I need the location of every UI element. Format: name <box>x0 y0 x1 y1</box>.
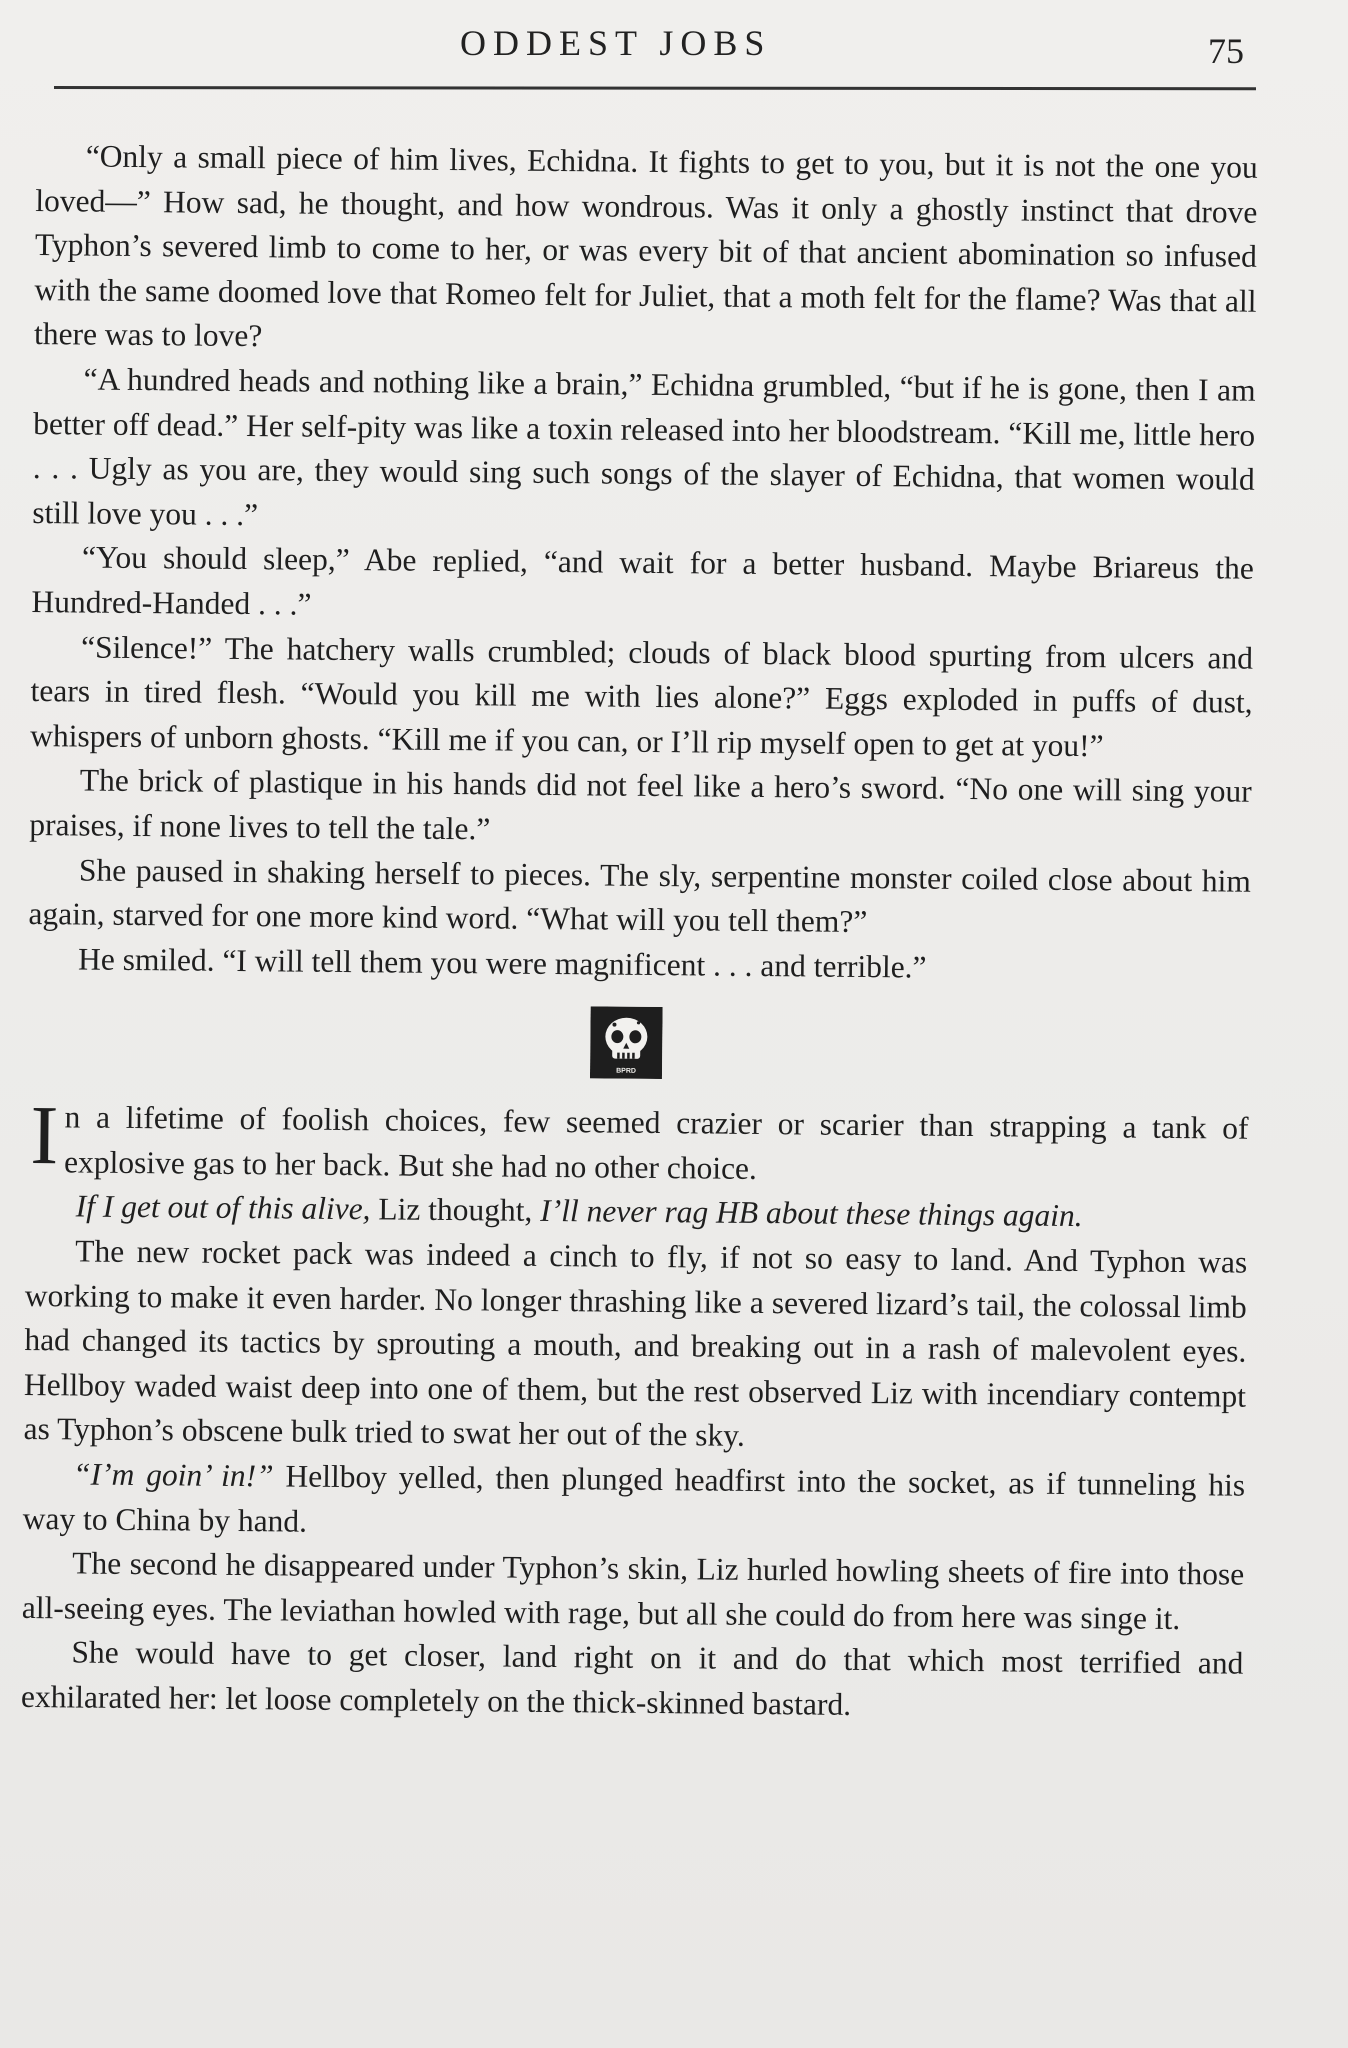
paragraph: “Silence!” The hatchery walls crumbled; clouds of black blood spurting from ulcers and tears in tired flesh. “Would you kill me with lies alone?” Eggs exploded in puffs of dust, whispers of unborn ghosts. “Kill me if you can, or I’ll rip myself open to get at you!” <box>30 628 1254 763</box>
opening-paragraph <box>26 1089 1249 1196</box>
ornament-caption: BPRD <box>616 1067 636 1076</box>
page-number: 75 <box>1208 31 1244 71</box>
section-two <box>20 1089 1249 1731</box>
paragraph: He smiled. “I will tell them you were magnificent . . . and terrible.” <box>77 941 927 985</box>
narration-text: Hellboy yelled, then plunged headfirst into the socket, as if tunneling his way to China by hand. <box>22 1458 1246 1539</box>
running-head: ODDEST JOBS <box>460 23 772 63</box>
paragraph: The brick of plastique in his hands did not feel like a hero’s sword. “No one will sing your praises, if none lives to tell the tale.” <box>29 762 1252 847</box>
paragraph: The new rocket pack was indeed a cinch to fly, if not so easy to land. And Typhon was working to make it even harder. No longer thrashing like a severed lizard’s tail, the colossal limb had changed its tactics by sprouting a mouth, and breaking out in a rash of malevolent eyes. Hellboy waded waist deep into one of them, but the rest observed Liz with incendiary contempt as Typhon’s obscene bulk tried to swat her out of the sky. <box>23 1233 1248 1454</box>
section-one <box>28 134 1258 993</box>
thought-text: If I get out of this alive, <box>75 1188 371 1227</box>
header-rule <box>54 86 1256 90</box>
narration-text: Liz thought, <box>370 1191 541 1229</box>
paragraph: The second he disappeared under Typhon’s skin, Liz hurled howling sheets of fire into those all-seeing eyes. The leviathan howled with rage, but all she could do from here was singe it. <box>21 1545 1245 1636</box>
thought-text: I’ll never rag HB about these things again. <box>540 1193 1083 1234</box>
paragraph: “Only a small piece of him lives, Echidna. It fights to get to you, but it is not the one you loved—” How sad, he thought, and how wondrous. Was it only a ghostly instinct that drove Typhon’s severed limb to come to her, or was every bit of that ancient abomination so infused with the same doomed love that Romeo felt for Juliet, that a moth felt for the flame? Was that all there was to love? <box>33 138 1258 354</box>
paragraph: She would have to get closer, land right on it and do that which most terrified and exhilarated her: let loose completely on the thick-skinned bastard. <box>20 1634 1244 1722</box>
dialogue-text: “I’m goin’ in!” <box>72 1456 274 1494</box>
paragraph: “You should sleep,” Abe replied, “and wait for a better husband. Maybe Briareus the Hundred-Handed . . .” <box>31 539 1255 622</box>
paragraph: “A hundred heads and nothing like a brain,” Echidna grumbled, “but if he is gone, then I am better off dead.” Her self-pity was like a toxin released into her bloodstream. “Kill me, little hero . . . Ugly as you are, they would sing such songs of the slayer of Echidna, that women would still love you . . .” <box>32 361 1256 532</box>
paragraph: She paused in shaking herself to pieces. The sly, serpentine monster coiled close about him again, starved for one more kind word. “What will you tell them?” <box>28 851 1252 940</box>
body-text <box>21 134 1258 1731</box>
paragraph <box>22 1452 1245 1553</box>
skull-icon <box>590 1007 663 1080</box>
drop-cap: I <box>29 1089 59 1183</box>
opening-text: n a lifetime of foolish choices, few seemed crazier or scarier than strapping a tank of explosive gas to her back. But she had no other choice. <box>63 1099 1249 1186</box>
